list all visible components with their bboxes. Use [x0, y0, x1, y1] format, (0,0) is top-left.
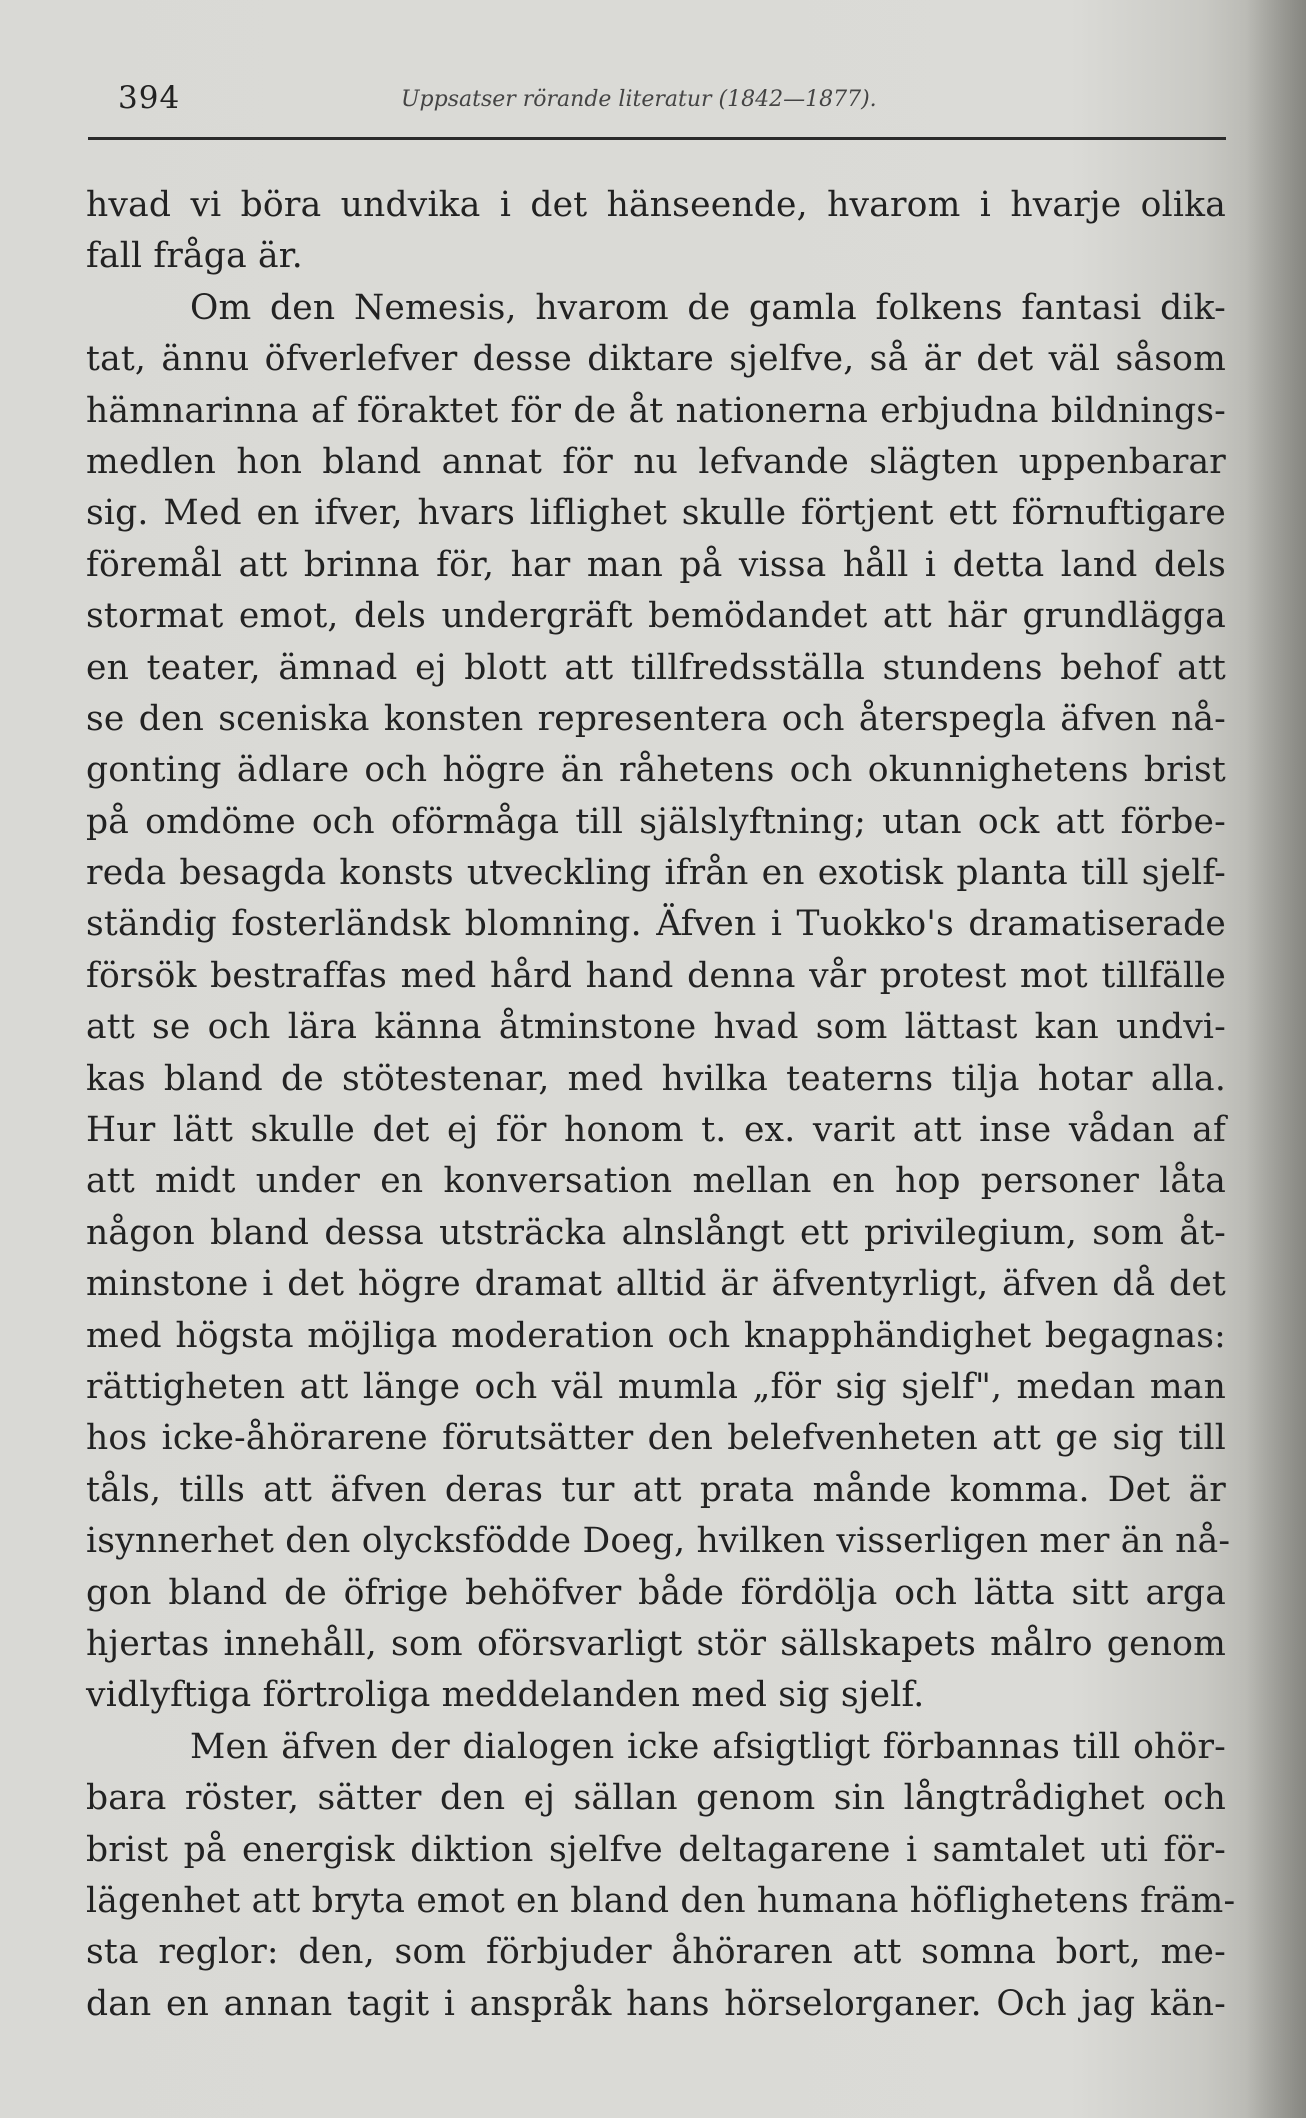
text-line: att midt under en konversation mellan en hop personer låta — [86, 1161, 1226, 1202]
text-line: lägenhet att bryta emot en bland den humana höflighetens främ- — [86, 1880, 1236, 1921]
text-line: en teater, ämnad ej blott att tillfredsställa stundens behof att — [86, 647, 1226, 688]
text-line: minstone i det högre dramat alltid är äfventyrligt, äfven då det — [86, 1264, 1226, 1305]
text-line: gon bland de öfrige behöfver både fördölja och lätta sitt arga — [86, 1572, 1226, 1613]
body-text — [86, 180, 1236, 2030]
text-line: stormat emot, dels undergräft bemödandet att här grundlägga — [86, 596, 1226, 637]
text-line: gonting ädlare och högre än råhetens och okunnighetens brist — [86, 750, 1226, 791]
page-number: 394 — [118, 80, 181, 116]
text-line: försök bestraffas med hård hand denna vår protest mot tillfälle — [86, 955, 1226, 996]
text-line: Men äfven der dialogen icke afsigtligt förbannas till ohör- — [190, 1726, 1226, 1767]
text-line: medlen hon bland annat för nu lefvande slägten uppenbarar — [86, 441, 1226, 482]
text-line: bara röster, sätter den ej sällan genom sin långtrådighet och — [86, 1778, 1226, 1819]
text-line: sta reglor: den, som förbjuder åhöraren att somna bort, me- — [86, 1932, 1226, 1973]
text-line: isynnerhet den olycksfödde Doeg, hvilken visserligen mer än nå- — [86, 1521, 1231, 1562]
text-line: sig. Med en ifver, hvars liflighet skulle förtjent ett förnuftigare — [86, 493, 1226, 534]
text-line: brist på energisk diktion sjelfve deltagarene i samtalet uti för- — [86, 1829, 1226, 1870]
text-line: tåls, tills att äfven deras tur att prata månde komma. Det är — [86, 1469, 1226, 1510]
text-line: se den sceniska konsten representera och återspegla äfven nå- — [86, 698, 1226, 739]
text-line: reda besagda konsts utveckling ifrån en exotisk planta till sjelf- — [86, 853, 1226, 894]
text-line: föremål att brinna för, har man på vissa håll i detta land dels — [86, 544, 1226, 585]
text-line: hvad vi böra undvika i det hänseende, hvarom i hvarje olika — [86, 185, 1226, 225]
text-line: någon bland dessa utsträcka alnslångt ett privilegium, som åt- — [86, 1212, 1226, 1253]
page-edge-shadow — [1246, 0, 1306, 2118]
text-line: med högsta möjliga moderation och knapphändighet begagnas: — [86, 1315, 1226, 1356]
running-head: Uppsatser rörande literatur (1842—1877). — [401, 87, 877, 112]
text-line: tat, ännu öfverlefver desse diktare sjelfve, så är det väl såsom — [86, 339, 1226, 380]
header-rule — [88, 137, 1226, 140]
text-line: dan en annan tagit i anspråk hans hörselorganer. Och jag kän- — [86, 1983, 1226, 2024]
text-line: hämnarinna af föraktet för de åt nationerna erbjudna bildnings- — [86, 390, 1226, 431]
text-line: Om den Nemesis, hvarom de gamla folkens fantasi dik- — [190, 287, 1226, 328]
text-line: Hur lätt skulle det ej för honom t. ex. varit att inse vådan af — [86, 1110, 1226, 1151]
text-line: vidlyftiga förtroliga meddelanden med sig sjelf. — [86, 1675, 925, 1716]
text-line: att se och lära känna åtminstone hvad som lättast kan undvi- — [86, 1007, 1226, 1048]
text-line: kas bland de stötestenar, med hvilka teaterns tilja hotar alla. — [86, 1058, 1226, 1099]
text-line: hos icke-åhörarene förutsätter den belefvenheten att ge sig till — [86, 1418, 1226, 1459]
text-line: fall fråga är. — [86, 236, 303, 277]
text-line: hjertas innehåll, som oförsvarligt stör sällskapets målro genom — [86, 1623, 1226, 1664]
text-line: ständig fosterländsk blomning. Äfven i Tuokko's dramatiserade — [86, 904, 1226, 945]
text-line: på omdöme och oförmåga till själslyftning; utan ock att förbe- — [86, 801, 1226, 842]
page-header — [118, 78, 1226, 118]
text-line: rättigheten att länge och väl mumla „för sig sjelf", medan man — [86, 1366, 1226, 1407]
